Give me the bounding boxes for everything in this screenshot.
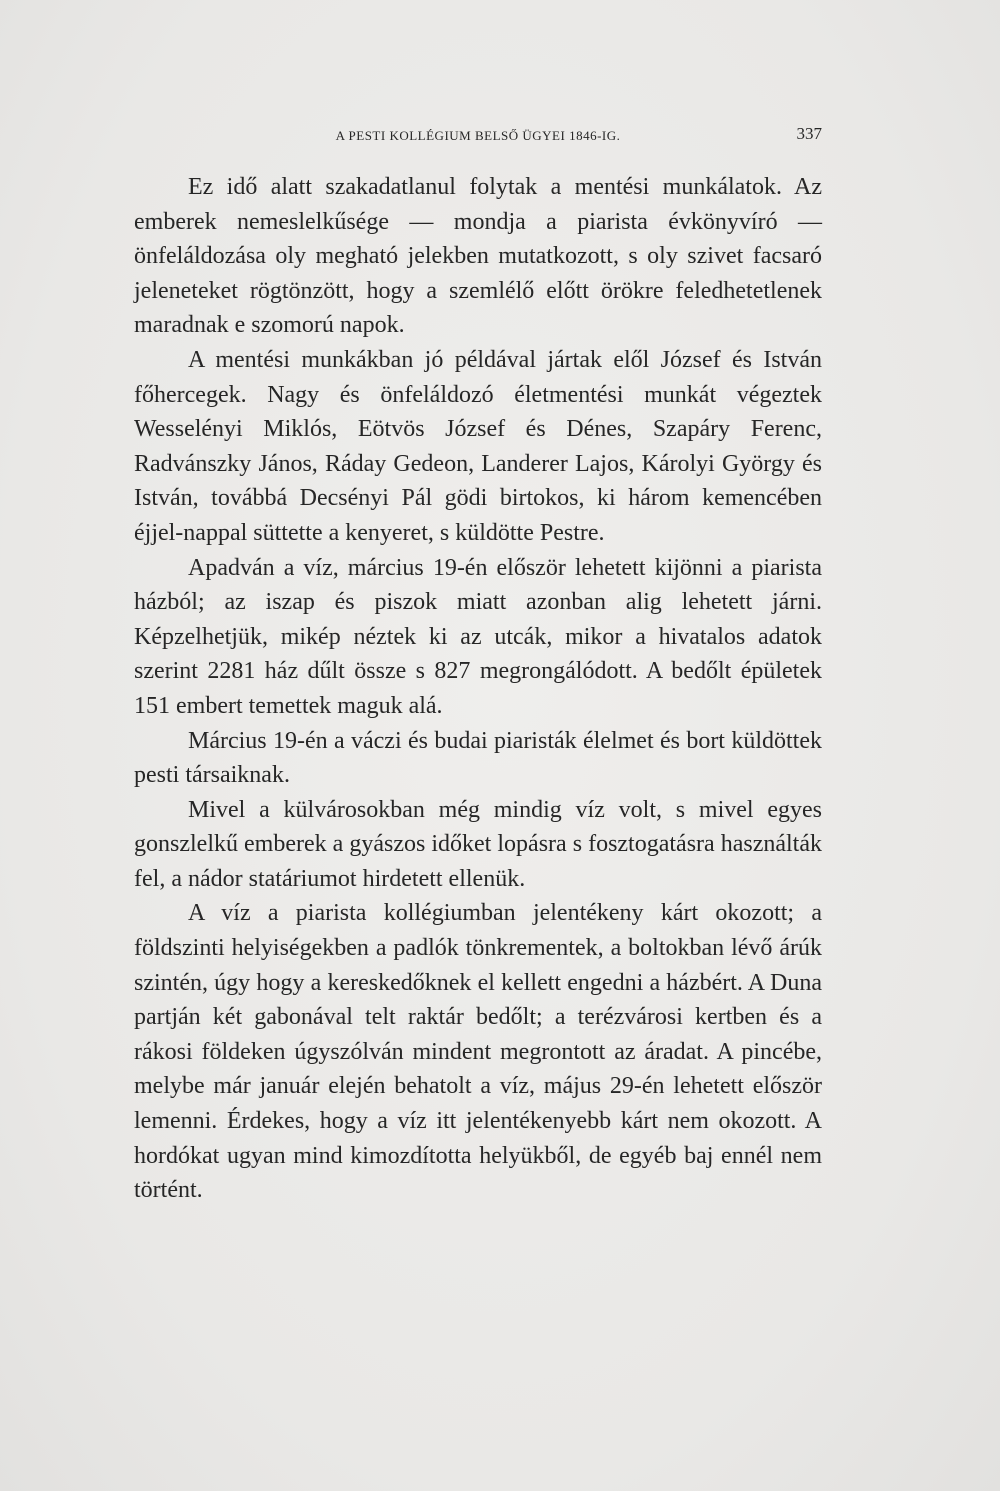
paragraph: Ez idő alatt szakadatlanul folytak a mentési munkálatok. Az emberek nemeslelkűsége — mondja a piarista évkönyvíró — önfeláldozása oly megható jelekben mutatkozott, s oly szivet facsaró jeleneteket rögtönzött, hogy a szemlélő előtt örökre feledhetetlenek maradnak e szomorú napok. xyxy=(134,174,822,339)
running-title: A PESTI KOLLÉGIUM BELSŐ ÜGYEI 1846-IG. xyxy=(335,128,621,143)
running-head xyxy=(134,124,822,148)
page-number: 337 xyxy=(796,124,822,143)
paragraph: Mivel a külvárosokban még mindig víz volt, s mivel egyes gonszlelkű emberek a gyászos időket lopásra s fosztogatásra használták fel, a nádor statáriumot hirdetett ellenük. xyxy=(134,796,822,892)
paragraph: A víz a piarista kollégiumban jelentékeny kárt okozott; a földszinti helyiségekben a padlók tönkrementek, a boltokban lévő árúk szintén, úgy hogy a kereskedőknek el kellett engedni a házbért. A Duna partján két gabonával telt raktár bedőlt; a terézvárosi kertben és a rákosi földeken úgyszólván mindent megrontott az áradat. A pincébe, melybe már január elején behatolt a víz, május 29-én lehetett először lemenni. Érdekes, hogy a víz itt jelentékenyebb kárt nem okozott. A hordókat ugyan mind kimozdította helyükből, de egyéb baj ennél nem történt. xyxy=(134,900,822,1204)
paragraph: Március 19-én a váczi és budai piaristák élelmet és bort küldöttek pesti társaiknak. xyxy=(134,727,822,789)
paragraph: A mentési munkákban jó példával jártak elől József és István főhercegek. Nagy és önfeláldozó életmentési munkát végeztek Wesselényi Miklós, Eötvös József és Dénes, Szapáry Ferenc, Radvánszky János, Ráday Gedeon, Landerer Lajos, Károlyi György és István, továbbá Decsényi Pál gödi birtokos, ki három kemencében éjjel-nappal süttette a kenyeret, s küldötte Pestre. xyxy=(134,346,822,546)
paragraph: Apadván a víz, március 19-én először lehetett kijönni a piarista házból; az iszap és piszok miatt azonban alig lehetett járni. Képzelhetjük, mikép néztek ki az utcák, mikor a hivatalos adatok szerint 2281 ház dűlt össze s 827 megrongálódott. A bedőlt épületek 151 embert temettek maguk alá. xyxy=(134,554,822,719)
body-text xyxy=(134,170,822,1208)
